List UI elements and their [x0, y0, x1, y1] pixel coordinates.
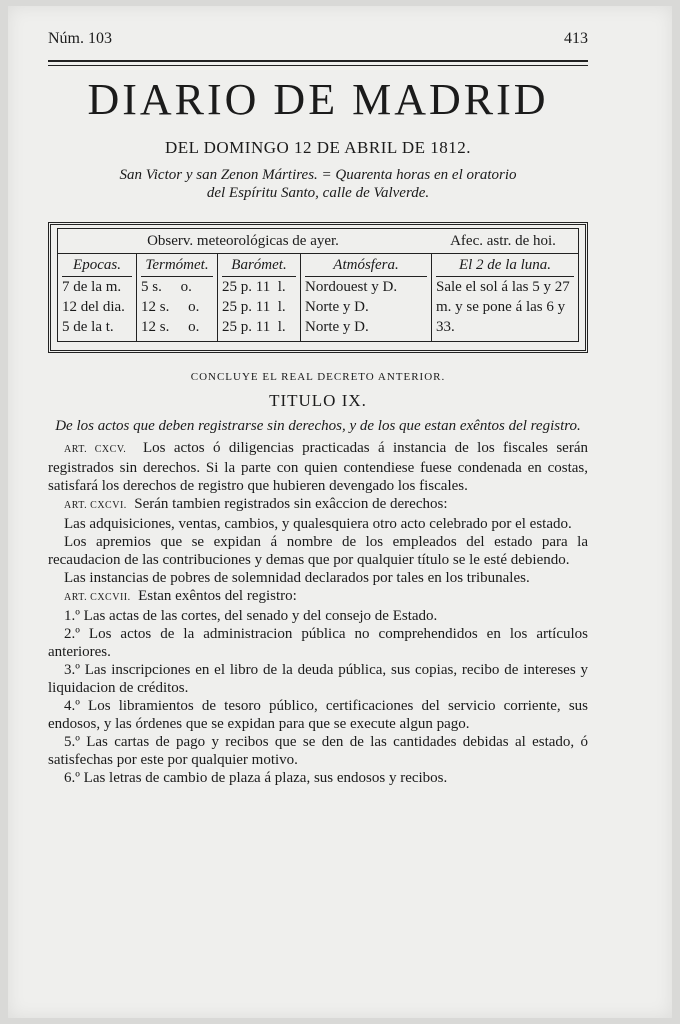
- table-cell: Norte y D.: [305, 319, 369, 335]
- section-note: CONCLUYE EL REAL DECRETO ANTERIOR.: [190, 371, 446, 383]
- section-subtitle: De los actos que deben registrarse sin derechos, y de los que estan exêntos del registro.: [55, 418, 581, 434]
- saints-notice: [48, 166, 588, 202]
- list-item: 5.º Las cartas de pago y recibos que se den de las cantidades debidas al estado, ó satisfechas por este por qualquier motivo.: [48, 734, 588, 768]
- issue-number: Núm. 103: [48, 30, 112, 47]
- table-cell: 7 de la m.: [62, 279, 122, 295]
- page-header: [48, 30, 588, 52]
- column-barometro: Barómet. 25 p. 11 l. 25 p. 11 l. 25 p. 11 l.: [218, 254, 301, 341]
- paragraph: Las instancias de pobres de solemnidad declarados por tales en los tribunales.: [64, 570, 530, 586]
- paragraph: ART. CXCVII. Estan exêntos del registro:: [64, 588, 297, 604]
- weather-title: Observ. meteorológicas de ayer.: [147, 232, 339, 249]
- page-number: 413: [564, 30, 588, 47]
- list-item: 1.º Las actas de las cortes, del senado y del consejo de Estado.: [64, 608, 438, 624]
- list-item: 6.º Las letras de cambio de plaza á plaza, sus endosos y recibos.: [64, 770, 448, 786]
- table-cell: 25 p. 11 l.: [222, 299, 286, 315]
- weather-table: [48, 222, 588, 353]
- column-atmosfera: Atmósfera. Nordouest y D. Norte y D. Norte y D.: [301, 254, 432, 341]
- weather-title-row: [58, 229, 578, 254]
- astro-title: Afec. astr. de hoi.: [450, 232, 556, 249]
- date-line: DEL DOMINGO 12 DE ABRIL DE 1812.: [164, 138, 472, 157]
- newspaper-page: [8, 6, 672, 1018]
- table-cell: 12 s. o.: [141, 319, 200, 335]
- article-label: ART. CXCVII.: [64, 592, 131, 603]
- list-item: 3.º Las inscripciones en el libro de la deuda pública, sus copias, recibo de intereses y liquidacion de créditos.: [48, 662, 588, 696]
- article-label: ART. CXCV.: [64, 444, 127, 455]
- saints-line-2: del Espíritu Santo, calle de Valverde.: [206, 185, 430, 201]
- paragraph: ART. CXCV. Los actos ó diligencias practicadas á instancia de los fiscales serán registrados sin derechos. Si la parte con quien contendiese fuese condenada en costas, satisfará los derechos de registro que hubieren devengado los fiscales.: [48, 440, 588, 494]
- saints-line-1: San Victor y san Zenon Mártires. = Quarenta horas en el oratorio: [119, 167, 517, 183]
- paragraph: Las adquisiciones, ventas, cambios, y qualesquiera otro acto celebrado por el estado.: [64, 516, 572, 532]
- list-item: 4.º Los libramientos de tesoro público, certificaciones del servicio corriente, sus endosos, y las órdenes que se expidan para que se execute algun pago.: [48, 698, 588, 732]
- column-epocas: Epocas. 7 de la m. 12 del dia. 5 de la t.: [58, 254, 137, 341]
- list-item: 2.º Los actos de la administracion pública no comprehendidos en los artículos anteriores.: [48, 626, 588, 660]
- table-cell: 5 s. o.: [141, 279, 192, 295]
- paragraph: Los apremios que se expidan á nombre de los empleados del estado para la recaudacion de las contribuciones y demas que por qualquier título se le esté debiendo.: [48, 534, 588, 568]
- article-body: [48, 439, 588, 787]
- column-termometro: Termómet. 5 s. o. 12 s. o. 12 s. o.: [137, 254, 218, 341]
- sun-times: Sale el sol á las 5 y 27 m. y se pone á las 6 y 33.: [436, 279, 570, 335]
- table-cell: 12 del dia.: [62, 299, 125, 315]
- column-luna: El 2 de la luna. Sale el sol á las 5 y 27 m. y se pone á las 6 y 33.: [432, 254, 578, 341]
- table-cell: Norte y D.: [305, 299, 369, 315]
- header-rule: [48, 60, 588, 66]
- table-cell: Nordouest y D.: [305, 279, 398, 295]
- paragraph: ART. CXCVI. Serán tambien registrados sin exâccion de derechos:: [64, 496, 448, 512]
- masthead: DIARIO DE MADRID: [87, 75, 549, 124]
- page-content: [48, 30, 588, 787]
- article-label: ART. CXCVI.: [64, 500, 127, 511]
- table-cell: 25 p. 11 l.: [222, 279, 286, 295]
- table-cell: 12 s. o.: [141, 299, 200, 315]
- table-cell: 25 p. 11 l.: [222, 319, 286, 335]
- table-cell: 5 de la t.: [62, 319, 114, 335]
- section-title: TITULO IX.: [269, 391, 367, 410]
